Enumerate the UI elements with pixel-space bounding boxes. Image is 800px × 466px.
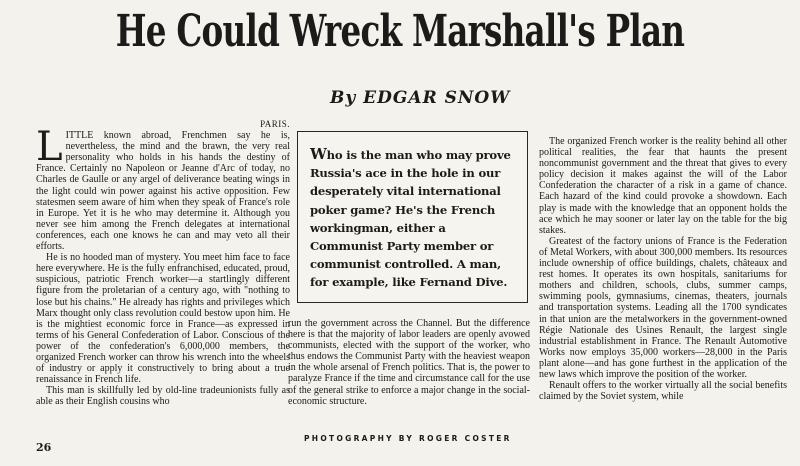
paragraph-4: run the government across the Channel. But the difference here is that the majority of labor leaders are openly avowed communists, elected with the support of the worker, who thus endows the Communist Party with the heaviest weapon in the whole arsenal of French politics. That is, the power to paralyze France if the time and circumstance call for the use of the general strike to enforce a major change in the social-economic structure. — [288, 318, 530, 407]
pull-quote-initial: W — [310, 145, 327, 163]
paragraph-2: He is no hooded man of mystery. You meet him face to face here everywhere. He is the fully enfranchised, educated, proud, suspicious, patriotic French worker—a startlingly different figure from the proletarian of a century ago, with "nothing to lose but his chains." He already has rights and privileges which Marx thought only class revolution could bestow upon him. He is the mightiest economic force in France—as expressed in terms of his General Confederation of Labor. Conscious of the power of the confederation's 6,000,000 members, the organized French worker can throw his wrench into the wheels of industry or apply it constructively to bring about a true renaissance in French life. — [36, 252, 290, 386]
paragraph-1-text: ITTLE known abroad, Frenchmen say he is, nevertheless, the mind and the brawn, the very real personality who holds in his hands the destiny of France. Certainly no Napoleon or Jeanne d'Arc of today, no Charles de Gaulle or any argel of deliverance beating wings in the light could win power against his active opposition. Few statesmen seem aware of him when they speak of France's role in Europe. Yet it is he who may determine it. Although you never see him among the French delegates at international conferences, each one knows he can and may veto all their efforts. — [36, 130, 290, 253]
column-2 — [288, 318, 530, 407]
paragraph-5: The organized French worker is the reality behind all other political realities, the fear that haunts the present noncommunist government and the threat that gives to every policy decision it makes against the will of the Labor Confederation the character of a risk in a game of chance. Each hazard of the kind could provoke a showdown. Each play is made with the knowledge that an opponent holds the ace which he may sooner or later lay on the table for the big stakes. — [539, 136, 787, 236]
paragraph-3: This man is skillfully led by old-line tradeunionists fully as able as their English cousins who — [36, 385, 290, 408]
paragraph-7: Renault offers to the worker virtually all the social benefits claimed by the Soviet system, while — [539, 380, 787, 403]
dateline: PARIS. — [260, 119, 290, 129]
column-1 — [36, 119, 290, 407]
pull-quote-box — [297, 131, 528, 303]
article-byline: By EDGAR SNOW — [330, 88, 511, 108]
photo-credit: PHOTOGRAPHY BY ROGER COSTER — [304, 434, 512, 443]
column-3 — [539, 136, 787, 402]
drop-cap: L — [36, 124, 63, 171]
article-headline: He Could Wreck Marshall's Plan — [115, 6, 685, 57]
page-number: 26 — [36, 441, 52, 454]
pull-quote-text: ho is the man who may prove Russia's ace in the hole in our desperately vital international poker game? He's the French workingman, either a Communist Party member or communist controlled. A man, for example, like Fernand Dive. — [310, 148, 511, 290]
paragraph-6: Greatest of the factory unions of France is the Federation of Metal Workers, with about 300,000 members. Its resources include ownership of office buildings, chalets, châteaux and rest homes. It operates its own hospitals, sanitariums for mothers and children, schools, clubs, summer camps, swimming pools, gymnasiums, cinemas, theaters, journals and transportation systems. Leading all the 1700 syndicates in that union are the metalworkers in the government-owned Régie Nationale des Usines Renault, the largest single industrial establishment in France. The Renault Automotive Works now employs 35,000 workers—28,000 in the Paris plant alone—and has gone furthest in the application of the new laws which improve the position of the worker. — [539, 235, 787, 380]
